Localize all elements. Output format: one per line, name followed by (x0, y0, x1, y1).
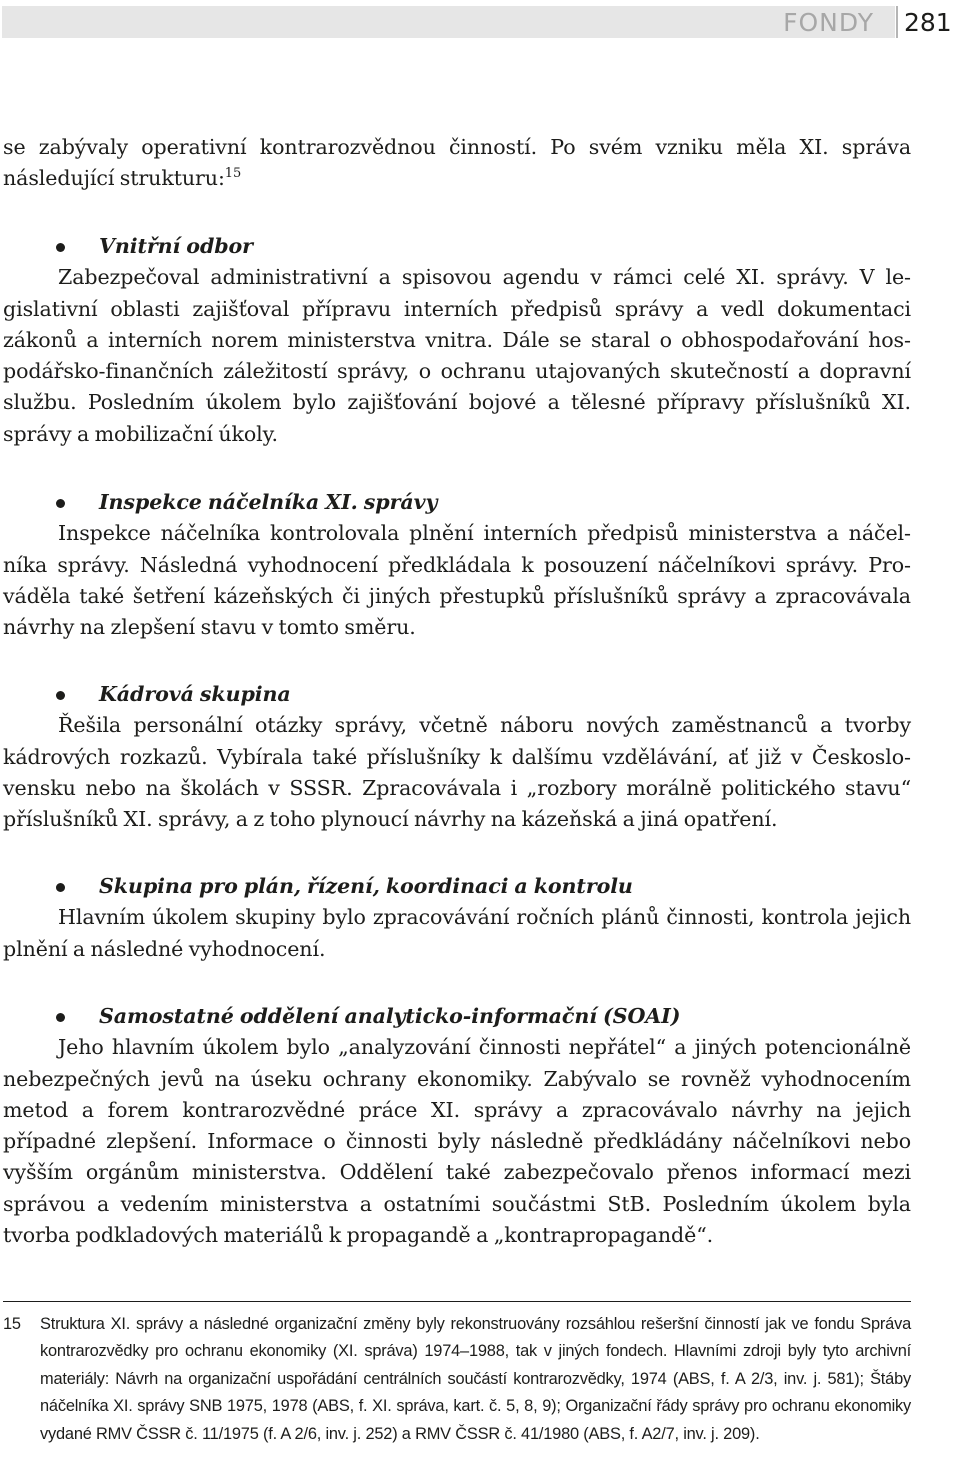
section-vnitrni-odbor (3, 231, 911, 450)
section-title: Skupina pro plán, řízení, koordinaci a kontrolu (99, 874, 633, 898)
section-soai (3, 1001, 911, 1251)
section-heading (3, 1001, 911, 1032)
bullet-icon (56, 691, 65, 700)
section-skupina-plan (3, 871, 911, 965)
section-body: Inspekce náčelníka kontrolovala plnění interních předpisů ministerstva a náčelníka správy. Následná vyhodnocení předkládala k posouzení náčelníkovi správy. Prováděla také šetření kázeňských či jiných přestupků příslušníků správy a zpracovávala návrhy na zlepšení stavu v tomto směru. (3, 521, 911, 640)
section-body: Jeho hlavním úkolem bylo „analyzování činnosti nepřátel“ a jiných potencionálně nebezpečných jevů na úseku ochrany ekonomiky. Zabývalo se rovněž vyhodnocením metod a forem kontrarozvědné práce XI. správy a zpracovávalo návrhy na jejich případné zlepšení. Informace o činnosti byly následně předkládány náčelníkovi nebo vyšším orgánům ministerstva. Oddělení také zabezpečovalo přenos informací mezi správou a vedením ministerstva a ostatními součástmi StB. Posledním úkolem byla tvorba podkladových materiálů k propagandě a „kontrapropagandě“. (3, 1035, 911, 1248)
bullet-icon (56, 1013, 65, 1022)
footnote-number: 15 (3, 1315, 21, 1333)
section-heading (3, 679, 911, 710)
section-kadrova-skupina (3, 679, 911, 835)
footnote-divider (3, 1301, 911, 1302)
intro-paragraph (3, 132, 911, 195)
page-number: 281 (904, 8, 952, 37)
running-header-bar (2, 6, 895, 38)
footnote (3, 1311, 911, 1448)
section-heading (3, 231, 911, 262)
section-heading (3, 487, 911, 518)
section-body: Hlavním úkolem skupiny bylo zpracovávání ročních plánů činnosti, kontrola jejich plnění a následné vyhodnocení. (3, 905, 911, 961)
running-header-section: FONDY (783, 8, 874, 37)
bullet-icon (56, 499, 65, 508)
section-body: Zabezpečoval administrativní a spisovou agendu v rámci celé XI. správy. V legislativní oblasti zajišťoval přípravu interních předpisů správy a vedl dokumentaci zákonů a interních norem ministerstva vnitra. Dále se staral o obhospodařování hospodářsko-finančních záležitostí správy, o ochranu utajovaných skutečností a dopravní službu. Posledním úkolem bylo zajišťování bojové a tělesné přípravy příslušníků XI. správy a mobilizační úkoly. (3, 265, 911, 446)
intro-text: se zabývaly operativní kontrarozvědnou činností. Po svém vzniku měla XI. správa následující strukturu: (3, 135, 911, 191)
section-title: Kádrová skupina (99, 682, 291, 706)
section-title: Vnitřní odbor (99, 234, 253, 258)
bullet-icon (56, 243, 65, 252)
footnote-reference[interactable]: 15 (224, 166, 242, 182)
section-heading (3, 871, 911, 902)
section-inspekce (3, 487, 911, 643)
footnote-text: Struktura XI. správy a následné organizační změny byly rekonstruovány rozsáhlou rešeršní činností jak ve fondu Správa kontrarozvědky pro ochranu ekonomiky (XI. správa) 1974–1988, tak v jiných fondech. Hlavními zdroji byly tyto archivní materiály: Návrh na organizační uspořádání centrálních součástí kontrarozvědky, 1974 (ABS, f. A 2/3, inv. j. 581); Štáby náčelníka XI. správy SNB 1975, 1978 (ABS, f. XI. správa, kart. č. 5, 8, 9); Organizační řády správy pro ochranu ekonomiky vydané RMV ČSSR č. 11/1975 (f. A 2/6, inv. j. 252) a RMV ČSSR č. 41/1980 (ABS, f. A2/7, inv. j. 209). (40, 1315, 911, 1443)
header-divider (896, 6, 898, 38)
section-title: Samostatné oddělení analyticko-informační (SOAI) (99, 1004, 681, 1028)
section-title: Inspekce náčelníka XI. správy (99, 490, 438, 514)
bullet-icon (56, 883, 65, 892)
section-body: Řešila personální otázky správy, včetně náboru nových zaměstnanců a tvorby kádrových rozkazů. Vybírala také příslušníky k dalšímu vzdělávání, ať již v Československu nebo na školách v SSSR. Zpracovávala i „rozbory morálně politického stavu“ příslušníků XI. správy, a z toho plynoucí návrhy na kázeňská a jiná opatření. (3, 713, 911, 832)
